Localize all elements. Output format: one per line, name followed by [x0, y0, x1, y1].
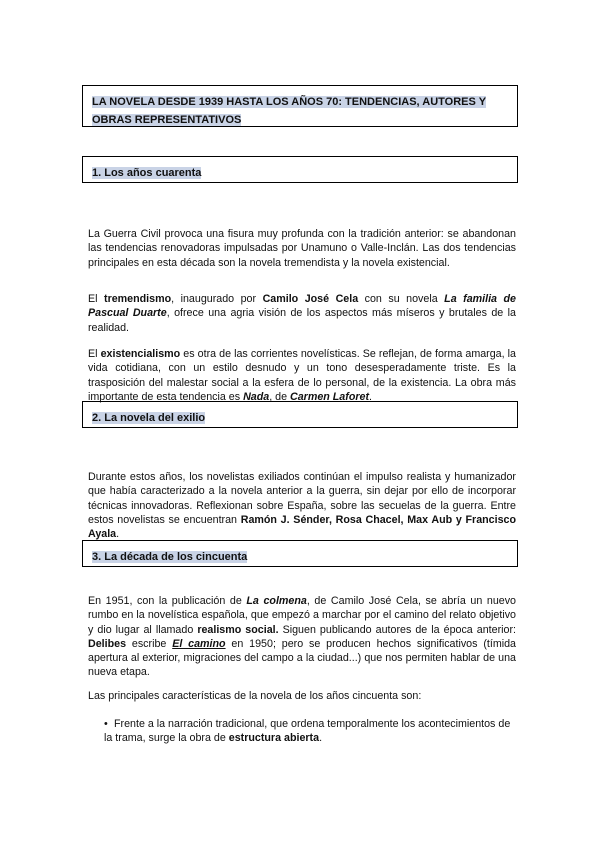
paragraph-caracteristicas: Las principales características de la novela de los años cincuenta son: [88, 690, 422, 702]
section-heading-box-2 [82, 401, 518, 428]
paragraph-guerra-civil: La Guerra Civil provoca una fisura muy profunda con la tradición anterior: se abandonan las tendencias renovadoras impulsadas por Unamuno o Valle-Inclán. Las dos tendencias principales en esta década son la novela tremendista y la novela existencial. [88, 228, 516, 269]
author-delibes: Delibes [88, 637, 127, 650]
section-heading-1: 1. Los años cuarenta [92, 167, 202, 179]
work-el-camino: El camino [172, 637, 226, 650]
work-la-colmena: La colmena [246, 595, 307, 607]
list-item: • Frente a la narración tradicional, que ordena temporalmente los acontecimientos de la trama, surge la obra de estructura abierta. [104, 718, 511, 745]
bullet-icon: • [104, 718, 108, 730]
section-heading-box-3 [82, 540, 518, 567]
section-heading-2: 2. La novela del exilio [92, 412, 206, 424]
document-title: LA NOVELA DESDE 1939 HASTA LOS AÑOS 70: TENDENCIAS, AUTORES Y OBRAS REPRESENTATIVOS [92, 96, 487, 126]
paragraph-exilio: Durante estos años, los novelistas exiliados continúan el impulso realista y humanizador que había caracterizado a la novela anterior a la guerra, sin dejar por ello de incorporar técnicas innovadoras. Reflexionan sobre España, sobre las secuelas de la guerra. Entre estos novelistas se encuentran Ramón J. Sénder, Rosa Chacel, Max Aub y Francisco Ayala. [88, 471, 516, 541]
term-estructura-abierta: estructura abierta [228, 732, 320, 745]
author-cela: Camilo José Cela [262, 293, 359, 305]
section-heading-3: 3. La década de los cincuenta [92, 551, 248, 563]
paragraph-tremendismo: El tremendismo, inaugurado por Camilo José Cela con su novela La familia de Pascual Duarte, ofrece una agria visión de los aspectos más míseros y brutales de la realidad. [88, 293, 516, 334]
exile-authors: Ramón J. Sénder, Rosa Chacel, Max Aub y Francisco Ayala [88, 513, 516, 541]
term-tremendismo: tremendismo [104, 293, 172, 305]
section-heading-box-1 [82, 156, 518, 183]
work-pascual-duarte: La familia de Pascual Duarte [88, 293, 516, 320]
term-existencialismo: existencialismo [100, 348, 181, 360]
document-title-box [82, 85, 518, 127]
paragraph-existencialismo: El existencialismo es otra de las corrientes novelísticas. Se reflejan, de forma amarga, la vida cotidiana, con un estilo desnudo y un tono desesperadamente triste. Es la trasposición del malestar social a la esfera de lo personal, de la existencia. La obra más importante de esta tendencia es Nada, de Carmen Laforet. [88, 348, 516, 403]
author-laforet: Carmen Laforet [290, 390, 370, 403]
paragraph-cincuenta: En 1951, con la publicación de La colmena, de Camilo José Cela, se abría un nuevo rumbo en la novelística española, que empezó a marchar por el camino del relato objetivo y dio lugar al llamado realismo social. Siguen publicando autores de la época anterior: Delibes escribe El camino en 1950; pero se producen hechos significativos (tímida apertura al exterior, migraciones del campo a la ciudad...) que nos permiten hablar de una nueva etapa. [88, 595, 517, 679]
term-realismo-social: realismo social. [197, 623, 279, 636]
work-nada: Nada [243, 390, 270, 403]
